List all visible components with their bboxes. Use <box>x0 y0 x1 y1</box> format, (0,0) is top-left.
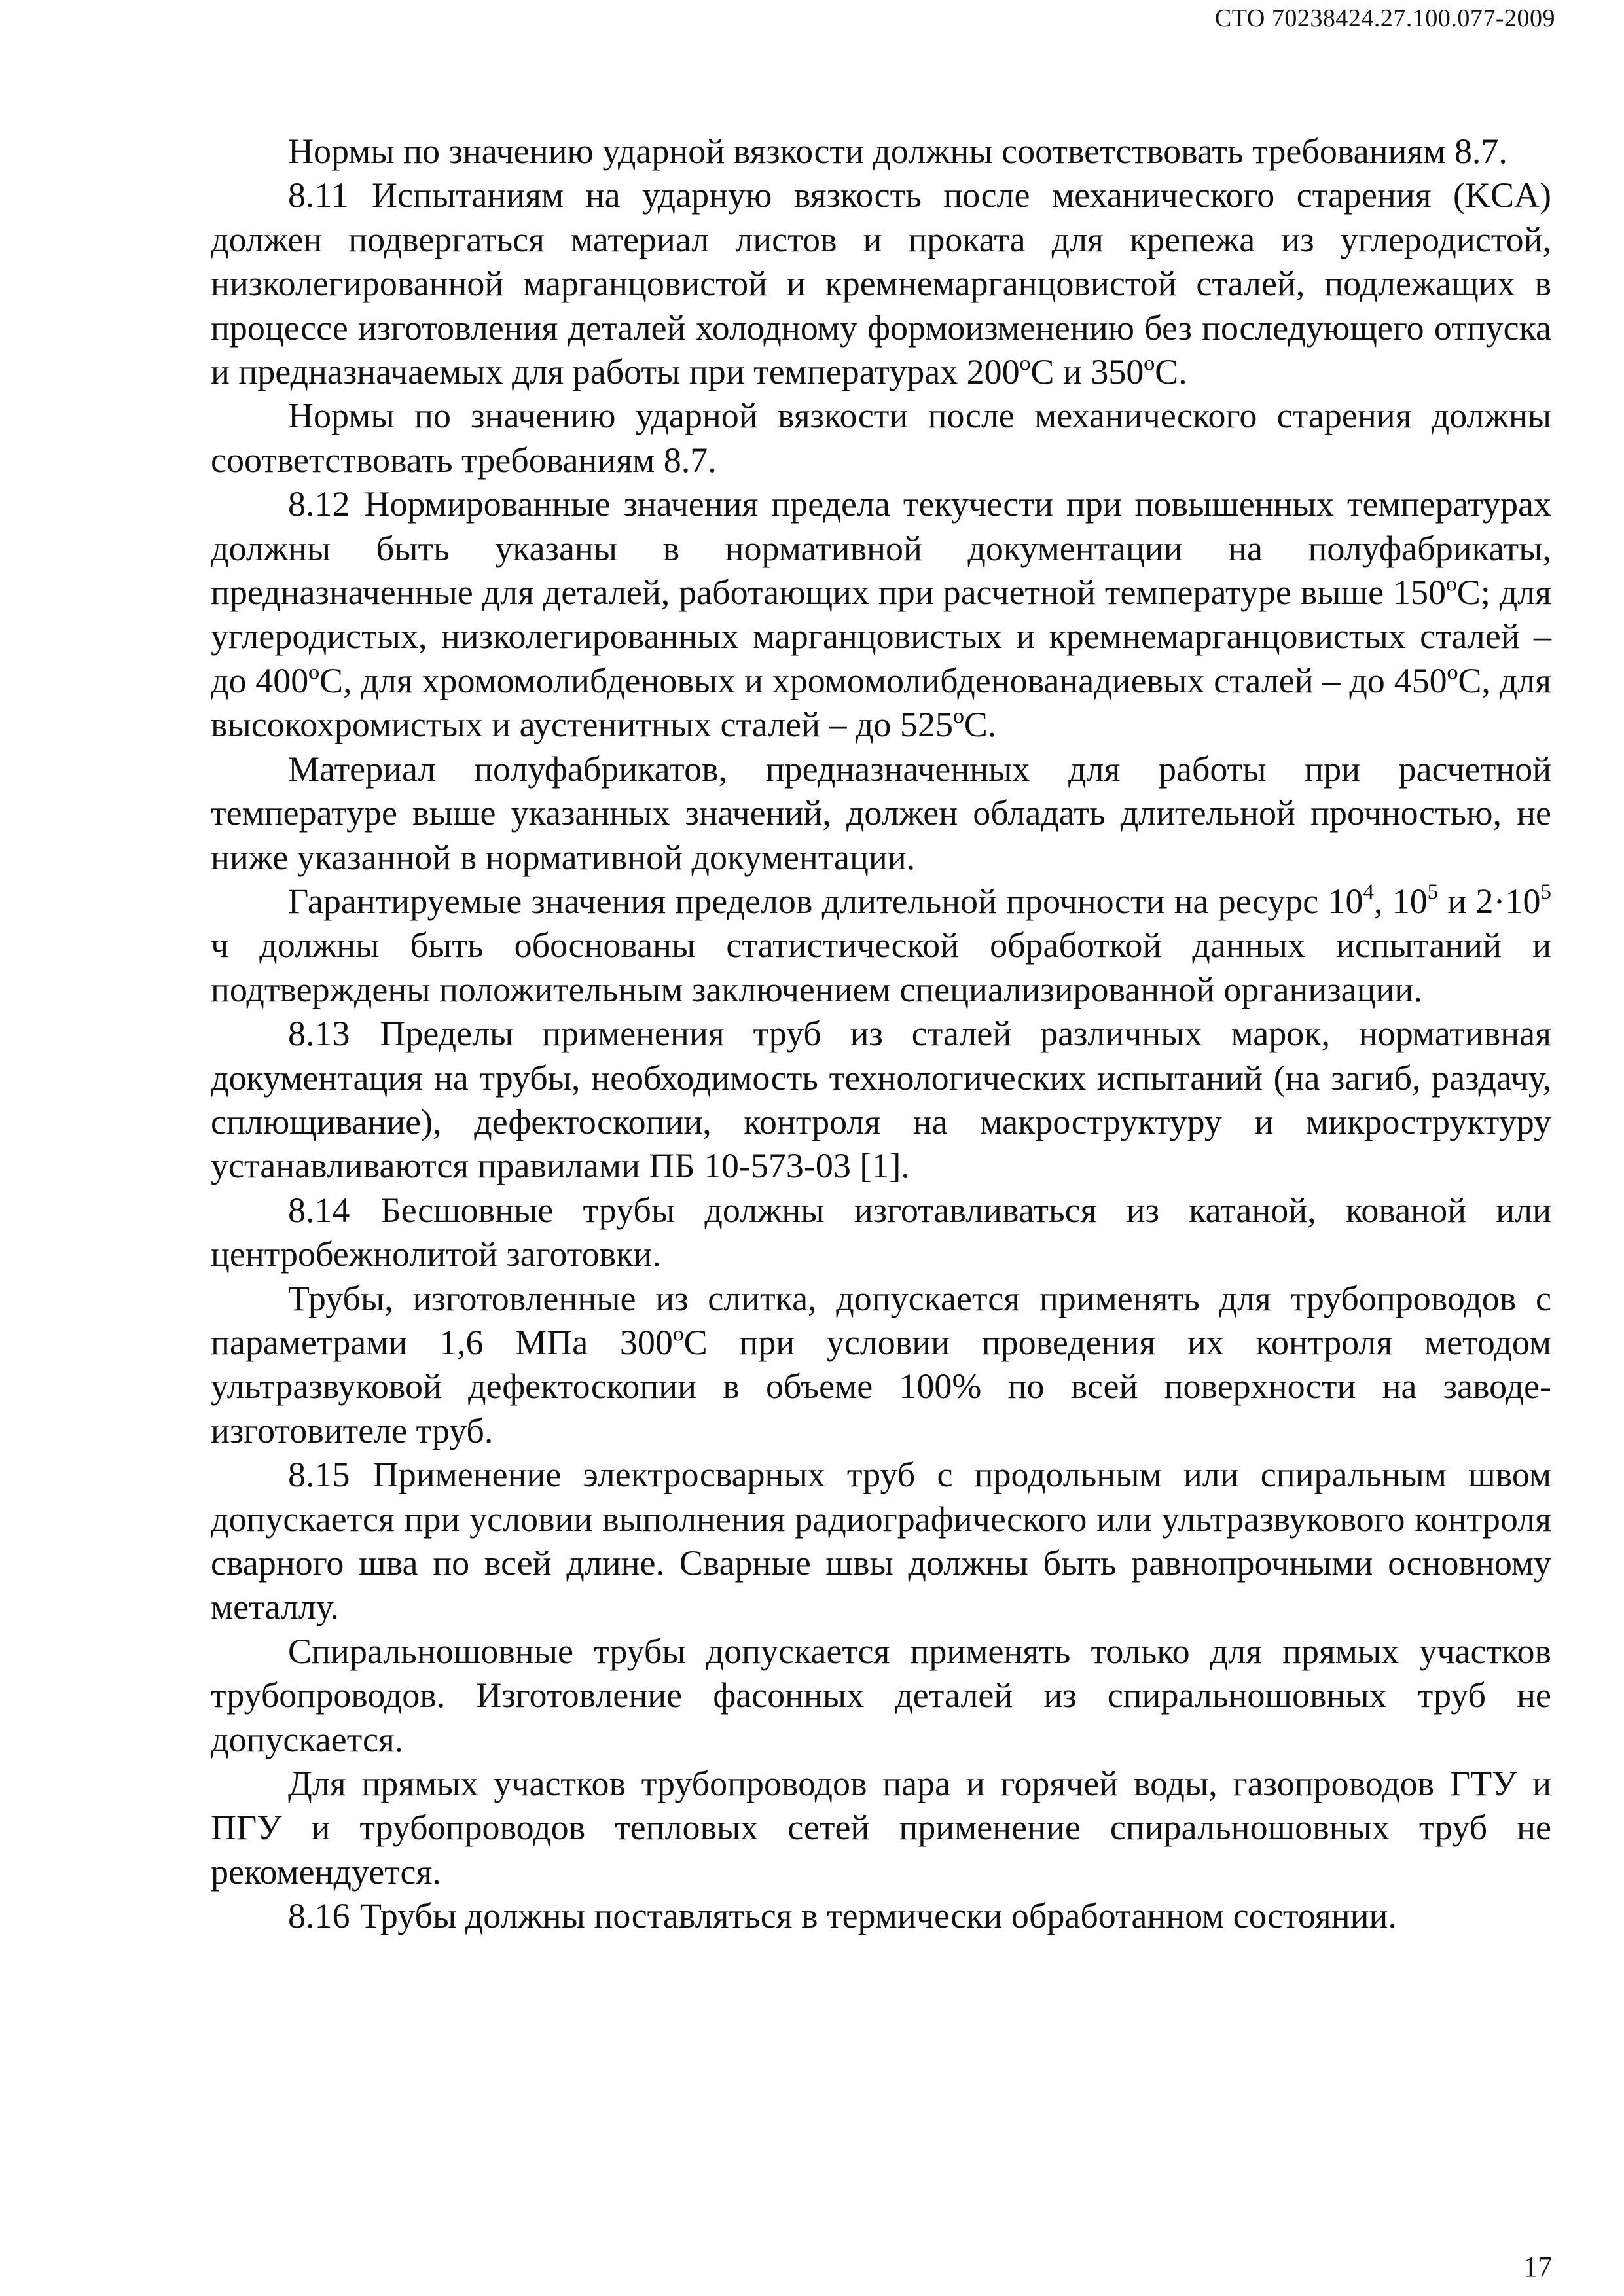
superscript: 5 <box>1540 880 1551 904</box>
clause-number: 8.11 <box>288 175 349 215</box>
paragraph-long-term-strength: Материал полуфабрикатов, предназначенных для работы при расчетной температуре выше указанных значений, должен обладать длительной прочностью, не ниже указанной в нормативной документации. <box>211 749 1551 877</box>
clause-text: Бесшовные трубы должны изготавливаться из катаной, кованой или центробежнолитой заготовки. <box>211 1190 1551 1274</box>
document-code-header: СТО 70238424.27.100.077-2009 <box>1214 5 1555 32</box>
clause-number: 8.14 <box>288 1190 350 1230</box>
clause-text: Применение электросварных труб с продольным или спиральным швом допускается при условии выполнения радиографического или ультразвукового контроля сварного шва по всей длине. Сварные швы должны быть равнопрочными основному металлу. <box>211 1455 1551 1627</box>
clause-number: 8.12 <box>288 484 350 524</box>
superscript: 4 <box>1363 880 1374 904</box>
paragraph-impact-norms: Нормы по значению ударной вязкости должны соответствовать требованиям 8.7. <box>288 132 1507 171</box>
clause-text: Трубы должны поставляться в термически обработанном состоянии. <box>351 1896 1397 1936</box>
paragraph-straight-sections: Для прямых участков трубопроводов пара и горячей воды, газопроводов ГТУ и ПГУ и трубопроводов тепловых сетей применение спиральношовных труб не рекомендуется. <box>211 1764 1551 1892</box>
paragraph-spiral-seam-pipes: Спиральношовные трубы допускается применять только для прямых участков трубопроводов. Изготовление фасонных деталей из спиральношовных труб не допускается. <box>211 1631 1551 1759</box>
page-number: 17 <box>1523 2251 1552 2283</box>
paragraph-aging-norms: Нормы по значению ударной вязкости после механического старения должны соответствовать требованиям 8.7. <box>211 396 1551 480</box>
superscript: 5 <box>1427 880 1439 904</box>
clause-number: 8.13 <box>288 1014 350 1054</box>
clause-8-15 <box>211 1453 1551 1630</box>
paragraph-ingot-pipes: Трубы, изготовленные из слитка, допускается применять для трубопроводов с параметрами 1,6 МПа 300ºС при условии проведения их контроля методом ультразвуковой дефектоскопии в объеме 100% по всей поверхности на заводе-изготовителе труб. <box>211 1278 1551 1450</box>
clause-8-12 <box>211 482 1551 747</box>
clause-text: Пределы применения труб из сталей различных марок, нормативная документация на трубы, необходимость технологических испытаний (на загиб, раздачу, сплющивание), дефектоскопии, контроля на макроструктуру и микроструктуру устанавливаются правилами ПБ 10-573-03 [1]. <box>211 1014 1551 1186</box>
text-segment: Гарантируемые значения пределов длительной прочности на ресурс 10 <box>288 881 1363 921</box>
clause-text: Нормированные значения предела текучести при повышенных температурах должны быть указаны в нормативной документации на полуфабрикаты, предназначенные для деталей, работающих при расчетной температуре выше 150ºС; для углеродистых, низколегированных марганцовистых и кремнемарганцовистых сталей – до 400ºС, для хромомолибденовых и хромомолибденованадиевых сталей – до 450ºС, для высокохромистых и аустенитных сталей – до 525ºС. <box>211 484 1551 745</box>
clause-text: Испытаниям на ударную вязкость после механического старения (KCA) должен подвергаться материал листов и проката для крепежа из углеродистой, низколегированной марганцовистой и кремнемарганцовистой сталей, подлежащих в процессе изготовления деталей холодному формоизменению без последующего отпуска и предназначаемых для работы при температурах 200ºС и 350ºС. <box>211 175 1551 392</box>
clause-8-16 <box>211 1894 1551 1938</box>
clause-number: 8.16 <box>288 1896 350 1936</box>
clause-number: 8.15 <box>288 1455 350 1495</box>
text-segment: и 2·10 <box>1438 881 1541 921</box>
clause-8-11 <box>211 173 1551 394</box>
document-body <box>211 130 1551 1939</box>
text-segment: ч должны быть обоснованы статистической обработкой данных испытаний и подтверждены положительным заключением специализированной организации. <box>211 925 1551 1009</box>
paragraph-guaranteed-values <box>211 880 1551 1012</box>
text-segment: , 10 <box>1373 881 1428 921</box>
clause-8-13 <box>211 1012 1551 1189</box>
clause-8-14 <box>211 1189 1551 1277</box>
